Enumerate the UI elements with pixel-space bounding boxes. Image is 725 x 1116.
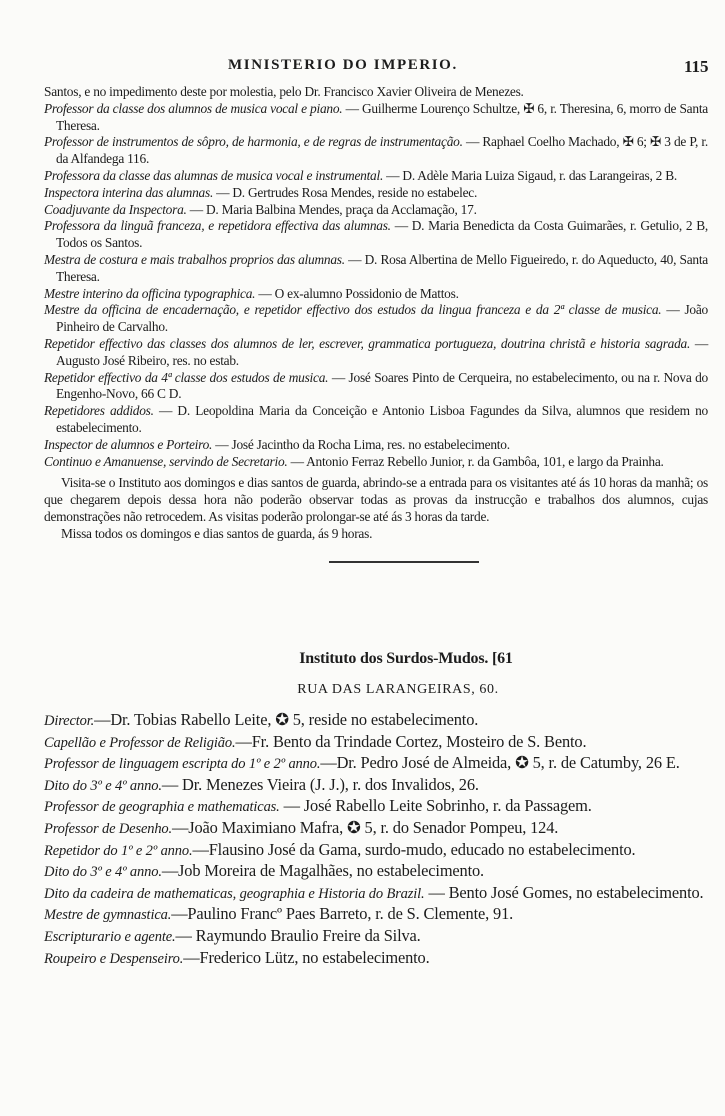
staff-entry (44, 84, 708, 101)
staff-entry (44, 168, 708, 185)
entry-text: — Augusto José Ribeiro, res. no estab. (56, 335, 708, 368)
staff-entry (44, 904, 708, 926)
entry-text: Santos, e no impedimento deste por molestia, pelo Dr. Francisco Xavier Oliveira de Menezes. (44, 84, 524, 99)
entry-text: — D. Leopoldina Maria da Conceição e Antonio Lisboa Fagundes da Silva, alumnos que residem no estabelecimento. (56, 403, 708, 435)
staff-entry (44, 753, 708, 775)
entry-text: —Frederico Lütz, no estabelecimento. (183, 947, 430, 967)
entry-text: — Bento José Gomes, no estabelecimento. (424, 882, 704, 902)
entry-text: — José Jacintho da Rocha Lima, res. no estabelecimento. (212, 436, 510, 452)
entry-role: Dito do 3º e 4º anno. (44, 864, 162, 881)
entry-role: Capellão e Professor de Religião. (44, 734, 236, 751)
entry-role: Inspectora interina das alumnas. (44, 184, 214, 200)
section-deaf-institute (44, 650, 708, 969)
section-heading: Instituto dos Surdos-Mudos. [61 (299, 650, 513, 667)
staff-entry (44, 454, 708, 471)
entry-text: — José Rabello Leite Sobrinho, r. da Passagem. (279, 796, 592, 816)
entry-text: — Dr. Menezes Vieira (J. J.), r. dos Invalidos, 26. (161, 774, 479, 794)
staff-entry (44, 286, 708, 303)
staff-entry (44, 302, 708, 336)
staff-entry (44, 861, 708, 883)
entry-text: — D. Maria Benedicta da Costa Guimarães, r. Getulio, 2 B, Todos os Santos. (56, 218, 708, 251)
entry-role: Continuo e Amanuense, servindo de Secretario. (44, 453, 288, 469)
entry-text: — Antonio Ferraz Rebello Junior, r. da Gambôa, 101, e largo da Prainha. (287, 453, 664, 469)
visiting-info (44, 475, 708, 542)
staff-entry (44, 252, 708, 286)
entry-role: Professora da linguã franceza, e repetidora effectiva das alumnas. (44, 218, 391, 234)
entry-role: Dito do 3º e 4º anno. (44, 777, 162, 794)
entry-role: Repetidor effectivo das classes dos alumnos de ler, escrever, grammatica portugueza, doutrina christã e historia sagrada. (44, 335, 691, 351)
entry-role: Professor de Desenho. (44, 820, 173, 837)
entry-text: —Dr. Tobias Rabello Leite, ✪ 5, reside no estabelecimento. (94, 710, 479, 729)
staff-entry (44, 336, 708, 370)
staff-entry (44, 926, 708, 948)
entry-role: Coadjuvante da Inspectora. (44, 201, 187, 217)
staff-entry (44, 202, 708, 219)
entry-role: Professora da classe das alumnas de musica vocal e instrumental. (44, 167, 384, 183)
info-paragraph: Missa todos os domingos e dias santos de guarda, ás 9 horas. (61, 525, 373, 541)
entry-text: — José Soares Pinto de Cerqueira, no estabelecimento, ou na r. Nova do Engenho-Novo, 66 C D. (56, 369, 708, 402)
entry-text: — Raphael Coelho Machado, ✠ 6; ✠ 3 de P, r. da Alfandega 116. (56, 134, 708, 167)
entry-text: —Paulino Francº Paes Barreto, r. de S. Clemente, 91. (171, 904, 514, 924)
info-paragraph: Visita-se o Instituto aos domingos e dias santos de guarda, abrindo-se a entrada para os visitantes até ás 10 horas da manhã; os que chegarem depois dessa hora não poderão observar todas as provas da instrucção e trabalhos dos alumnos, cujas demonstrações não retrocedem. As visitas poderão prolongar-se até ás 3 horas da tarde. (44, 475, 708, 524)
entry-role: Roupeiro e Despenseiro. (44, 950, 184, 967)
staff-entry (44, 732, 708, 754)
staff-entry (44, 883, 708, 905)
entry-role: Repetidor do 1º e 2º anno. (44, 842, 193, 859)
entry-text: —João Maximiano Mafra, ✪ 5, r. do Senador Pompeu, 124. (172, 817, 559, 837)
staff-entry (44, 818, 708, 840)
section-address: RUA DAS LARANGEIRAS, 60. (297, 682, 499, 697)
staff-list (44, 84, 708, 470)
staff-entry (44, 218, 708, 252)
entry-role: Professor de instrumentos de sôpro, de harmonia, e de regras de instrumentação. (44, 134, 463, 150)
entry-role: Inspector de alumnos e Porteiro. (44, 436, 213, 452)
staff-entry (44, 948, 708, 970)
entry-text: —Flausino José da Gama, surdo-mudo, educado no estabelecimento. (192, 839, 636, 859)
entry-role: Professor de geographia e mathematicas. (44, 799, 280, 816)
staff-entry (44, 185, 708, 202)
staff-entry (44, 134, 708, 168)
entry-role: Mestre da officina de encadernação, e repetidor effectivo dos estudos da lingua franceza e da 2ª classe de musica. (44, 302, 662, 318)
entry-text: — Guilherme Lourenço Schultze, ✠ 6, r. Theresina, 6, morro de Santa Theresa. (56, 100, 708, 133)
staff-entry (44, 710, 708, 732)
entry-role: Mestre de gymnastica. (44, 907, 172, 924)
entry-text: — D. Maria Balbina Mendes, praça da Acclamação, 17. (186, 201, 477, 217)
entry-text: — D. Rosa Albertina de Mello Figueiredo, r. do Aqueducto, 40, Santa Theresa. (56, 251, 708, 284)
entry-role: Escripturario e agente. (44, 928, 176, 945)
entry-role: Repetidor effectivo da 4ª classe dos estudos de musica. (44, 369, 329, 385)
section-musical-institute (44, 84, 708, 563)
entry-text: —Job Moreira de Magalhães, no estabelecimento. (161, 861, 484, 881)
running-header (0, 57, 725, 77)
entry-text: —Dr. Pedro José de Almeida, ✪ 5, r. de Catumby, 26 E. (320, 753, 680, 773)
entry-role: Mestra de costura e mais trabalhos proprios das alumnas. (44, 251, 345, 267)
staff-entry (44, 775, 708, 797)
staff-entry (44, 437, 708, 454)
entry-role: Professor de linguagem escripta do 1º e 2º anno. (44, 756, 321, 773)
entry-text: — D. Adèle Maria Luiza Sigaud, r. das Larangeiras, 2 B. (383, 167, 677, 183)
header-title: MINISTERIO DO IMPERIO. (228, 57, 458, 73)
staff-entry (44, 796, 708, 818)
entry-role: Professor da classe dos alumnos de musica vocal e piano. (44, 100, 343, 116)
staff-entry (44, 370, 708, 404)
entry-text: — O ex-alumno Possidonio de Mattos. (255, 285, 459, 301)
staff-entry (44, 840, 708, 862)
staff-list (44, 710, 708, 969)
section-divider (329, 561, 479, 563)
entry-text: — João Pinheiro de Carvalho. (56, 302, 708, 335)
staff-entry (44, 101, 708, 135)
entry-role: Director. (44, 713, 95, 729)
entry-role: Dito da cadeira de mathematicas, geographia e Historia do Brazil. (44, 885, 425, 902)
entry-text: — Raymundo Braulio Freire da Silva. (175, 925, 421, 945)
page-number: 115 (684, 57, 709, 76)
entry-role: Mestre interino da officina typographica. (44, 285, 256, 301)
entry-role: Repetidores addidos. (44, 403, 154, 419)
staff-entry (44, 403, 708, 437)
entry-text: — D. Gertrudes Rosa Mendes, reside no estabelec. (213, 184, 478, 200)
entry-text: —Fr. Bento da Trindade Cortez, Mosteiro de S. Bento. (235, 731, 587, 751)
